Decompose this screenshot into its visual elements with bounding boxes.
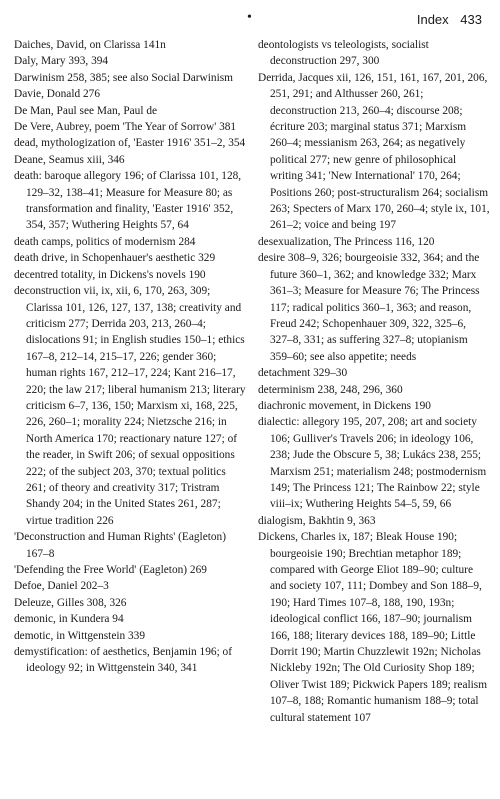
index-entry: De Man, Paul see Man, Paul de [14, 104, 158, 117]
index-entry: De Vere, Aubrey, poem 'The Year of Sorrow' 381 [14, 121, 237, 134]
index-entry: deontologists vs teleologists, socialist deconstruction 297, 300 [258, 39, 429, 68]
index-entry: demystification: of aesthetics, Benjamin 196; of ideology 92; in Wittgenstein 340, 341 [14, 646, 233, 675]
index-entry: Daiches, David, on Clarissa 141n [14, 39, 166, 51]
index-entry: demonic, in Kundera 94 [14, 613, 124, 626]
index-entry: dead, mythologization of, 'Easter 1916' 351–2, 354 [14, 137, 246, 150]
index-entry: Deane, Seamus xiii, 346 [14, 153, 125, 166]
index-entry: death: baroque allegory 196; of Clarissa 101, 128, 129–32, 138–41; Measure for Measure 80; as transformation and finality, 'Easter 1916' 352, 354, 357; Wuthering Heights 57, 64 [14, 170, 242, 232]
index-entry: dialogism, Bakhtin 9, 363 [258, 514, 376, 527]
index-entry: determinism 238, 248, 296, 360 [258, 383, 403, 396]
index-entry: deconstruction vii, ix, xii, 6, 170, 263, 309; Clarissa 101, 126, 127, 137, 138; creativity and criticism 277; Derrida 203, 213, 260–4; dislocations 91; in English studies 150–1; ethics 167–8, 212–14, 215–17, 226; gender 360; human rights 167, 212–17, 224; Kant 216–17, 220; the law 217; liberal humanism 213; literary criticism 6–7, 136, 150; Marxism xi, 168, 225, 226, 260–1; morality 224; Nietzsche 216; in North America 170; reactionary nature 127; of the reader, in Swift 206; of sexual oppositions 222; of the subject 203, 370; textual politics 261; of theory and creativity 317; Tristram Shandy 204; in the United States 261, 287; virtue tradition 226 [14, 285, 246, 527]
index-entry: death drive, in Schopenhauer's aesthetic 329 [14, 252, 216, 265]
page-number: 433 [460, 12, 482, 27]
index-entry: demotic, in Wittgenstein 339 [14, 629, 146, 642]
running-header [417, 12, 482, 27]
index-entry: 'Defending the Free World' (Eagleton) 269 [14, 564, 207, 576]
index-entry: Daly, Mary 393, 394 [14, 55, 109, 68]
index-entry: Deleuze, Gilles 308, 326 [14, 596, 127, 609]
index-entry: Davie, Donald 276 [14, 88, 101, 101]
right-column [258, 37, 490, 726]
index-entry: dialectic: allegory 195, 207, 208; art and society 106; Gulliver's Travels 206; in ideology 106, 238; Jude the Obscure 5, 38; Lukács 238, 255; Marxism 251; materialism 248; postmodernism 149; The Princess 121; The Rainbow 22; style viii–ix; Wuthering Heights 54–5, 59, 66 [258, 416, 487, 511]
index-entry: Defoe, Daniel 202–3 [14, 580, 109, 593]
index-entry: desexualization, The Princess 116, 120 [258, 235, 435, 248]
left-column [14, 37, 246, 677]
index-entry: 'Deconstruction and Human Rights' (Eagleton) 167–8 [14, 531, 227, 560]
index-entry: detachment 329–30 [258, 367, 348, 380]
index-entry: Derrida, Jacques xii, 126, 151, 161, 167, 201, 206, 251, 291; and Althusser 260, 261; deconstruction 213, 260–4; discourse 208; écriture 203; marginal status 371; Marxism 260–4; messianism 263, 264; as negatively political 277; new genre of philosophical writing 341; 'New International' 170, 264; Positions 260; post-structuralism 264; socialism 263; Specters of Marx 170, 260–4; style ix, 101, 261–2; voice and being 197 [258, 71, 490, 232]
index-entry: decentred totality, in Dickens's novels 190 [14, 268, 206, 281]
index-entry: Darwinism 258, 385; see also Social Darwinism [14, 71, 233, 84]
index-entry: desire 308–9, 326; bourgeoisie 332, 364; and the future 360–1, 362; and knowledge 332; Marx 361–3; Measure for Measure 76; The Princess 117; radical politics 360–1, 363; and reason, Freud 242; Schopenhauer 309, 322, 325–6, 327–8, 331; as suffering 327–8; utopianism 359–60; see also appetite; needs [258, 252, 480, 363]
printer-dot: • [247, 10, 252, 25]
index-entry: diachronic movement, in Dickens 190 [258, 399, 431, 412]
index-entry: Dickens, Charles ix, 187; Bleak House 190; bourgeoisie 190; Brechtian metaphor 189; compared with George Eliot 189–90; culture and society 107, 111; Dombey and Son 188–9, 190; Hard Times 107–8, 188, 190, 193n; ideological conflict 166, 187–90; journalism 166, 188; literary devices 188, 189–90; Little Dorrit 190; Martin Chuzzlewit 192n; Nicholas Nickleby 192n; The Old Curiosity Shop 189; Oliver Twist 189; Pickwick Papers 189; realism 107–8, 188; Romantic humanism 188–9; total cultural statement 107 [258, 531, 488, 724]
index-entry: death camps, politics of modernism 284 [14, 235, 196, 248]
index-label: Index [416, 12, 449, 27]
